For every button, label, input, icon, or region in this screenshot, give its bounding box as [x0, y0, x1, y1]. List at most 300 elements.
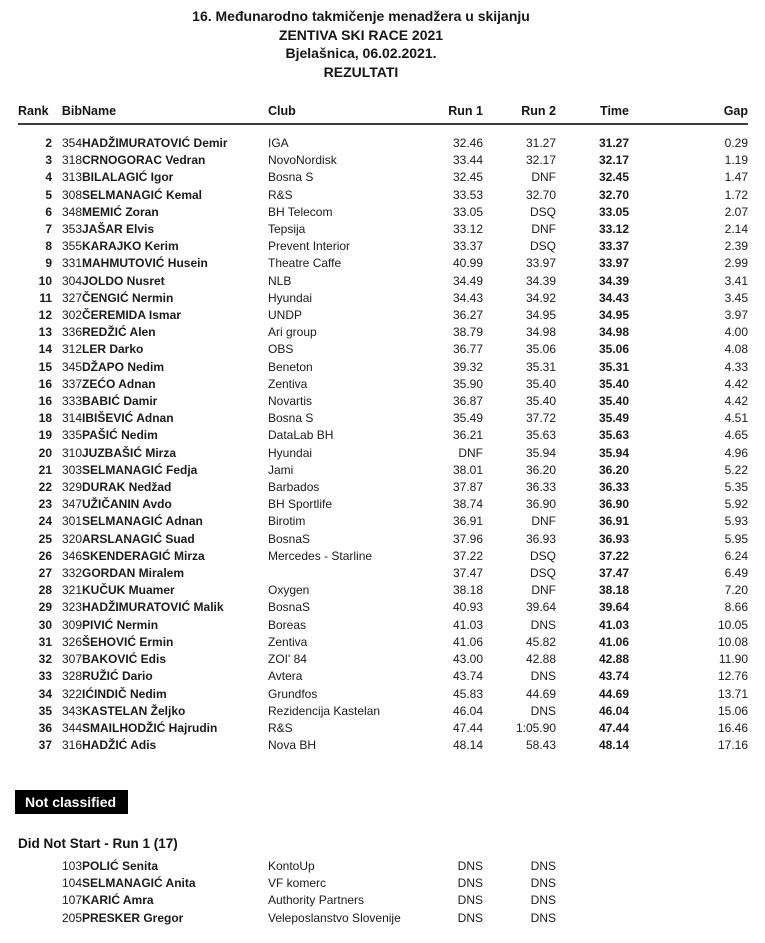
result-row-name: IBIŠEVIĆ Adnan [82, 411, 174, 426]
result-row-club: Barbados [268, 480, 320, 495]
result-row-run2: 36.93 [525, 531, 556, 546]
result-row [18, 152, 748, 169]
result-row-run2: 36.33 [525, 480, 556, 495]
result-row-bib: 354 [61, 136, 82, 150]
dns-row-time [556, 910, 629, 927]
result-row-club: Oxygen [268, 583, 310, 598]
result-row-name: ČEREMIDA Ismar [82, 308, 181, 323]
dns-row-rank [18, 858, 52, 875]
dns-row-name: KARIĆ Amra [82, 893, 154, 908]
result-row-rank: 36 [38, 720, 52, 735]
result-row-time: 32.70 [598, 187, 629, 202]
result-row-time: 35.49 [598, 411, 629, 426]
result-row-rank: 5 [45, 187, 52, 202]
result-row-run2: 34.98 [525, 325, 556, 340]
result-row-name: UŽIČANIN Avdo [82, 497, 172, 512]
result-row [18, 634, 748, 651]
result-row-run1: 34.43 [452, 290, 483, 305]
result-row-run2: 42.88 [525, 652, 556, 667]
result-row-name: BILALAGIĆ Igor [82, 170, 174, 185]
result-row [18, 513, 748, 530]
result-row-bib: 313 [61, 170, 82, 185]
result-row-name: DŽAPO Nedim [82, 359, 165, 374]
result-row-bib: 327 [61, 290, 82, 305]
result-row-rank: 15 [38, 359, 52, 374]
result-row [18, 204, 748, 221]
result-row-gap: 2.39 [724, 239, 748, 254]
dns-row-club: Authority Partners [268, 893, 365, 908]
result-row-time: 31.27 [598, 136, 629, 150]
result-row [18, 307, 748, 324]
result-row-name: JAŠAR Elvis [82, 222, 155, 237]
result-row-name: HADŽIMURATOVIĆ Malik [82, 600, 224, 615]
result-row-run2: DNF [531, 583, 556, 598]
result-row-time: 33.97 [598, 256, 629, 271]
result-row-run2: 39.64 [525, 600, 556, 615]
result-row-club: Prevent Interior [268, 239, 351, 254]
result-row-rank: 12 [38, 308, 52, 323]
dns-row-time [556, 892, 629, 909]
result-row-rank: 19 [38, 428, 52, 443]
result-row-run2: 35.94 [525, 445, 556, 460]
dns-table-body [18, 858, 748, 927]
results-table [18, 104, 748, 754]
result-row-run1: 40.99 [452, 256, 483, 271]
result-row-time: 48.14 [598, 738, 629, 753]
dns-row-gap [629, 858, 748, 875]
result-row-name: DURAK Nedžad [82, 480, 172, 495]
result-row-run1: 37.47 [452, 566, 483, 581]
result-row-club: R&S [268, 720, 293, 735]
result-row-run1: 37.87 [452, 480, 483, 495]
result-row-run1: 43.00 [452, 652, 483, 667]
result-row [18, 359, 748, 376]
result-row-bib: 345 [61, 359, 82, 374]
result-row-time: 34.98 [598, 325, 629, 340]
result-row-time: 42.88 [598, 652, 629, 667]
result-row-club: R&S [268, 187, 293, 202]
result-row-name: ARSLANAGIĆ Suad [82, 531, 195, 546]
result-row-time: 39.64 [598, 600, 629, 615]
result-row-rank: 11 [39, 290, 52, 305]
dns-row-run2: DNS [530, 910, 556, 925]
result-row-rank: 26 [38, 548, 52, 563]
result-row-bib: 332 [61, 566, 82, 581]
result-row-time: 32.17 [598, 153, 629, 168]
result-row-club: BH Sportlife [268, 497, 333, 512]
result-row-run1: 33.37 [452, 239, 483, 254]
dns-section-title: Did Not Start - Run 1 (17) [18, 836, 178, 851]
result-row-run2: 31.27 [525, 136, 556, 150]
result-row-name: JUZBAŠIĆ Mirza [82, 445, 177, 460]
result-row-name: KARAJKO Kerim [82, 239, 179, 254]
dns-row-name: PRESKER Gregor [82, 910, 184, 925]
location-date: Bjelašnica, 06.02.2021. [285, 45, 437, 61]
result-row-rank: 30 [38, 617, 52, 632]
result-row-time: 47.44 [598, 720, 629, 735]
result-row-bib: 348 [61, 204, 82, 219]
result-row-rank: 23 [38, 497, 52, 512]
column-header-gap: Gap [629, 104, 748, 124]
result-row-time: 38.18 [598, 583, 629, 598]
dns-row-rank [18, 892, 52, 909]
result-row-rank: 28 [38, 583, 52, 598]
result-row-time: 35.40 [598, 394, 629, 409]
result-row-gap: 4.00 [724, 325, 748, 340]
result-row-bib: 310 [61, 445, 82, 460]
dns-row-run2: DNS [530, 859, 556, 873]
result-row-bib: 303 [61, 462, 82, 477]
result-row-run1: 39.32 [452, 359, 483, 374]
result-row-bib: 320 [61, 531, 82, 546]
result-row-rank: 7 [45, 222, 52, 237]
result-row-club [268, 565, 418, 582]
result-row-run1: 40.93 [452, 600, 483, 615]
result-row [18, 531, 748, 548]
result-row-time: 35.06 [598, 342, 629, 357]
result-row-name: HADŽIMURATOVIĆ Demir [82, 136, 228, 150]
results-table-section [18, 104, 748, 754]
dns-table-section [18, 858, 748, 927]
result-row-run1: 37.22 [452, 548, 483, 563]
result-row-name: SELMANAGIĆ Kemal [82, 187, 203, 202]
result-row [18, 617, 748, 634]
result-row-run2: 36.90 [525, 497, 556, 512]
result-row-club: NovoNordisk [268, 153, 337, 168]
result-row-rank: 35 [38, 703, 52, 718]
result-row [18, 427, 748, 444]
result-row-bib: 314 [61, 411, 82, 426]
result-row-club: Ari group [268, 325, 317, 340]
result-row-name: CRNOGORAC Vedran [82, 153, 206, 168]
result-row-gap: 5.92 [724, 497, 748, 512]
result-row-run2: DNS [530, 669, 556, 684]
result-row-bib: 353 [61, 222, 82, 237]
result-row-run1: 38.01 [452, 462, 483, 477]
result-row [18, 651, 748, 668]
result-row-rank: 16 [38, 376, 52, 391]
result-row-bib: 322 [61, 686, 82, 701]
result-row-club: Hyundai [268, 290, 313, 305]
result-row-run2: DNS [530, 703, 556, 718]
result-row-gap: 13.71 [717, 686, 748, 701]
result-row-time: 34.39 [598, 273, 629, 288]
result-row-gap: 6.49 [724, 566, 748, 581]
result-row-run1: 35.90 [452, 376, 483, 391]
dns-row-club: VF komerc [268, 876, 327, 891]
result-row-run1: 43.74 [452, 669, 483, 684]
result-row [18, 273, 748, 290]
result-row-bib: 309 [61, 617, 82, 632]
result-row-run1: 32.46 [452, 136, 483, 150]
result-row-run2: 35.40 [525, 376, 556, 391]
result-row [18, 737, 748, 754]
result-row-club: Zentiva [268, 376, 308, 391]
result-row-time: 37.22 [598, 548, 629, 563]
results-table-header [18, 104, 748, 124]
result-row-club: Mercedes - Starline [268, 548, 373, 563]
result-row-time: 33.37 [598, 239, 629, 254]
dns-row-bib: 104 [61, 876, 82, 891]
result-row-name: SELMANAGIĆ Fedja [82, 462, 198, 477]
result-row-rank: 14 [38, 342, 52, 357]
result-row-run1: 38.74 [452, 497, 483, 512]
result-row-gap: 4.65 [724, 428, 748, 443]
result-row-bib: 301 [61, 514, 82, 529]
dns-row-gap [629, 892, 748, 909]
result-row [18, 187, 748, 204]
result-row-gap: 10.08 [717, 634, 748, 649]
result-row-club: Bosna S [268, 411, 314, 426]
result-row-time: 33.12 [598, 222, 629, 237]
result-row-bib: 307 [61, 652, 82, 667]
result-row-rank: 10 [38, 273, 52, 288]
dns-row-club: KontoUp [268, 859, 315, 873]
result-row-run2: 35.63 [525, 428, 556, 443]
result-row-bib: 335 [61, 428, 82, 443]
result-row-run1: 33.53 [452, 187, 483, 202]
dns-row-run1: DNS [457, 893, 483, 908]
result-row-gap: 2.14 [724, 222, 748, 237]
result-row-run1: 45.83 [452, 686, 483, 701]
column-header-bib: Bib [52, 104, 82, 124]
result-row-club: IGA [268, 136, 289, 150]
result-row-name: PIVIĆ Nermin [82, 617, 159, 632]
result-row-rank: 2 [45, 136, 52, 150]
result-row-club: NLB [268, 273, 292, 288]
result-row-bib: 308 [61, 187, 82, 202]
result-row-gap: 3.45 [724, 290, 748, 305]
result-row-gap: 10.05 [717, 617, 748, 632]
result-row-rank: 24 [38, 514, 52, 529]
result-row-run2: 37.72 [525, 411, 556, 426]
result-row-time: 34.43 [598, 290, 629, 305]
result-row-run2: DNS [530, 617, 556, 632]
result-row [18, 582, 748, 599]
result-row-club: Grundfos [268, 686, 318, 701]
result-row [18, 686, 748, 703]
result-row-club: Hyundai [268, 445, 313, 460]
result-row-run2: 36.20 [525, 462, 556, 477]
result-row-bib: 312 [61, 342, 82, 357]
result-row-bib: 326 [61, 634, 82, 649]
result-row-rank: 34 [38, 686, 52, 701]
dns-row-run1: DNS [457, 876, 483, 891]
result-row-club: Tepsija [268, 222, 306, 237]
result-row-club: Jami [268, 462, 294, 477]
result-row-rank: 29 [38, 600, 52, 615]
dns-row-gap [629, 910, 748, 927]
result-row [18, 169, 748, 186]
result-row-run2: 35.31 [525, 359, 556, 374]
result-row [18, 238, 748, 255]
result-row-run1: 37.96 [452, 531, 483, 546]
result-row-gap: 2.07 [724, 204, 748, 219]
result-row-rank: 33 [38, 669, 52, 684]
result-row-run1: 46.04 [452, 703, 483, 718]
result-row [18, 124, 748, 152]
result-row [18, 290, 748, 307]
result-row-time: 36.33 [598, 480, 629, 495]
dns-table [18, 858, 748, 927]
result-row-run1: 48.14 [452, 738, 483, 753]
result-row-club: Zentiva [268, 634, 308, 649]
column-header-name: Name [82, 104, 268, 124]
result-row-gap: 3.41 [724, 273, 748, 288]
not-classified-badge: Not classified [15, 790, 128, 814]
result-row-run1: 36.87 [452, 394, 483, 409]
dns-row-gap [629, 875, 748, 892]
race-title: ZENTIVA SKI RACE 2021 [278, 26, 444, 43]
result-row-time: 36.20 [598, 462, 629, 477]
result-row [18, 548, 748, 565]
result-row-bib: 343 [61, 703, 82, 718]
result-row-rank: 27 [38, 566, 52, 581]
result-row-run1: 36.27 [452, 308, 483, 323]
result-row-name: SKENDERAGIĆ Mirza [82, 548, 205, 563]
result-row [18, 393, 748, 410]
result-row-run2: 34.95 [525, 308, 556, 323]
result-row-name: RUŽIĆ Dario [82, 669, 153, 684]
result-row-rank: 9 [45, 256, 52, 271]
result-row-run2: 35.06 [525, 342, 556, 357]
result-row-rank: 3 [45, 153, 52, 168]
result-row-gap: 4.08 [724, 342, 748, 357]
results-table-body [18, 124, 748, 754]
result-row-name: SELMANAGIĆ Adnan [82, 514, 203, 529]
result-row-bib: 321 [61, 583, 82, 598]
result-row [18, 703, 748, 720]
result-row-gap: 17.16 [717, 738, 748, 753]
result-row-gap: 3.97 [724, 308, 748, 323]
result-row-club: OBS [268, 342, 294, 357]
result-row-rank: 25 [38, 531, 52, 546]
result-row-gap: 0.29 [724, 136, 748, 150]
result-row-gap: 4.96 [724, 445, 748, 460]
result-row-run2: 1:05.90 [515, 720, 556, 735]
result-row-run2: 34.92 [525, 290, 556, 305]
result-row-run1: DNF [458, 445, 483, 460]
result-row-time: 37.47 [598, 566, 629, 581]
result-row [18, 255, 748, 272]
column-header-club: Club [268, 104, 418, 124]
dns-row-time [556, 858, 629, 875]
result-row-rank: 13 [38, 325, 52, 340]
result-row-run2: DSQ [529, 204, 556, 219]
result-row-name: ŠEHOVIĆ Ermin [82, 634, 174, 649]
result-row-name: SMAILHODŽIĆ Hajrudin [82, 720, 218, 735]
result-row [18, 565, 748, 582]
result-row-name: MAHMUTOVIĆ Husein [82, 256, 208, 271]
result-row-time: 35.31 [598, 359, 629, 374]
column-header-run1: Run 1 [418, 104, 483, 124]
column-header-run2: Run 2 [483, 104, 556, 124]
result-row-gap: 2.99 [724, 256, 748, 271]
result-row-time: 35.63 [598, 428, 629, 443]
result-row-name: BAKOVIĆ Edis [82, 652, 167, 667]
result-row-gap: 15.06 [717, 703, 748, 718]
result-row-time: 36.93 [598, 531, 629, 546]
result-row-rank: 21 [38, 462, 52, 477]
result-row [18, 410, 748, 427]
result-row-bib: 331 [61, 256, 82, 271]
result-row-bib: 333 [61, 394, 82, 409]
result-row-club: Boreas [268, 617, 307, 632]
result-row-run2: 33.97 [525, 256, 556, 271]
result-row-rank: 32 [38, 652, 52, 667]
result-row-gap: 5.93 [724, 514, 748, 529]
result-row-name: ČENGIĆ Nermin [82, 290, 174, 305]
result-row-rank: 31 [38, 634, 52, 649]
result-row-run1: 41.06 [452, 634, 483, 649]
result-row-time: 35.40 [598, 376, 629, 391]
result-row-run2: DSQ [529, 239, 556, 254]
result-row-run1: 36.91 [452, 514, 483, 529]
result-row-time: 35.94 [598, 445, 629, 460]
dns-row-run1: DNS [457, 910, 483, 925]
result-row-gap: 11.90 [718, 652, 748, 667]
result-row-name: JOLDO Nusret [82, 273, 165, 288]
result-row-run1: 38.18 [452, 583, 483, 598]
result-row-run2: 44.69 [525, 686, 556, 701]
dns-row [18, 892, 748, 909]
result-row-rank: 4 [45, 170, 52, 185]
result-row [18, 496, 748, 513]
dns-row-rank [18, 875, 52, 892]
result-row-club: Theatre Caffe [268, 256, 342, 271]
result-row-name: LER Darko [82, 342, 144, 357]
result-row-rank: 22 [38, 480, 52, 495]
result-row-time: 44.69 [598, 686, 629, 701]
column-header-time: Time [556, 104, 629, 124]
dns-row-run2: DNS [530, 893, 556, 908]
result-row-name: HADŽIĆ Adis [82, 738, 157, 753]
result-row-bib: 347 [61, 497, 82, 512]
result-row-bib: 329 [61, 480, 82, 495]
result-row-rank: 16 [38, 394, 52, 409]
dns-row-club: Veleposlanstvo Slovenije [268, 910, 401, 925]
result-row-gap: 4.42 [724, 376, 748, 391]
result-row-run2: 32.70 [525, 187, 556, 202]
result-row [18, 479, 748, 496]
result-row-gap: 12.76 [717, 669, 748, 684]
result-row-name: GORDAN Miralem [82, 566, 185, 581]
result-row-time: 36.91 [598, 514, 629, 529]
result-row-run2: DNF [531, 514, 556, 529]
result-row-gap: 4.51 [724, 411, 748, 426]
result-row-run1: 33.12 [452, 222, 483, 237]
result-row-name: ZEĆO Adnan [82, 376, 156, 391]
column-header-rank: Rank [18, 104, 52, 124]
result-row-run1: 34.49 [452, 273, 483, 288]
result-row [18, 668, 748, 685]
result-row [18, 462, 748, 479]
result-row-run2: DNF [531, 170, 556, 185]
result-row-run1: 36.21 [452, 428, 483, 443]
result-row-club: Novartis [268, 394, 313, 409]
result-row-rank: 6 [45, 204, 52, 219]
result-row-club: BH Telecom [268, 204, 333, 219]
result-row-name: IĆINDIČ Nedim [82, 686, 167, 701]
dns-row-bib: 107 [61, 893, 82, 908]
result-row-run1: 41.03 [452, 617, 483, 632]
result-row-club: Avtera [268, 669, 303, 684]
result-row-run1: 47.44 [452, 720, 483, 735]
header-row [18, 104, 748, 124]
dns-row-rank [18, 910, 52, 927]
result-row-bib: 336 [61, 325, 82, 340]
dns-row-name: POLIĆ Senita [82, 859, 159, 873]
